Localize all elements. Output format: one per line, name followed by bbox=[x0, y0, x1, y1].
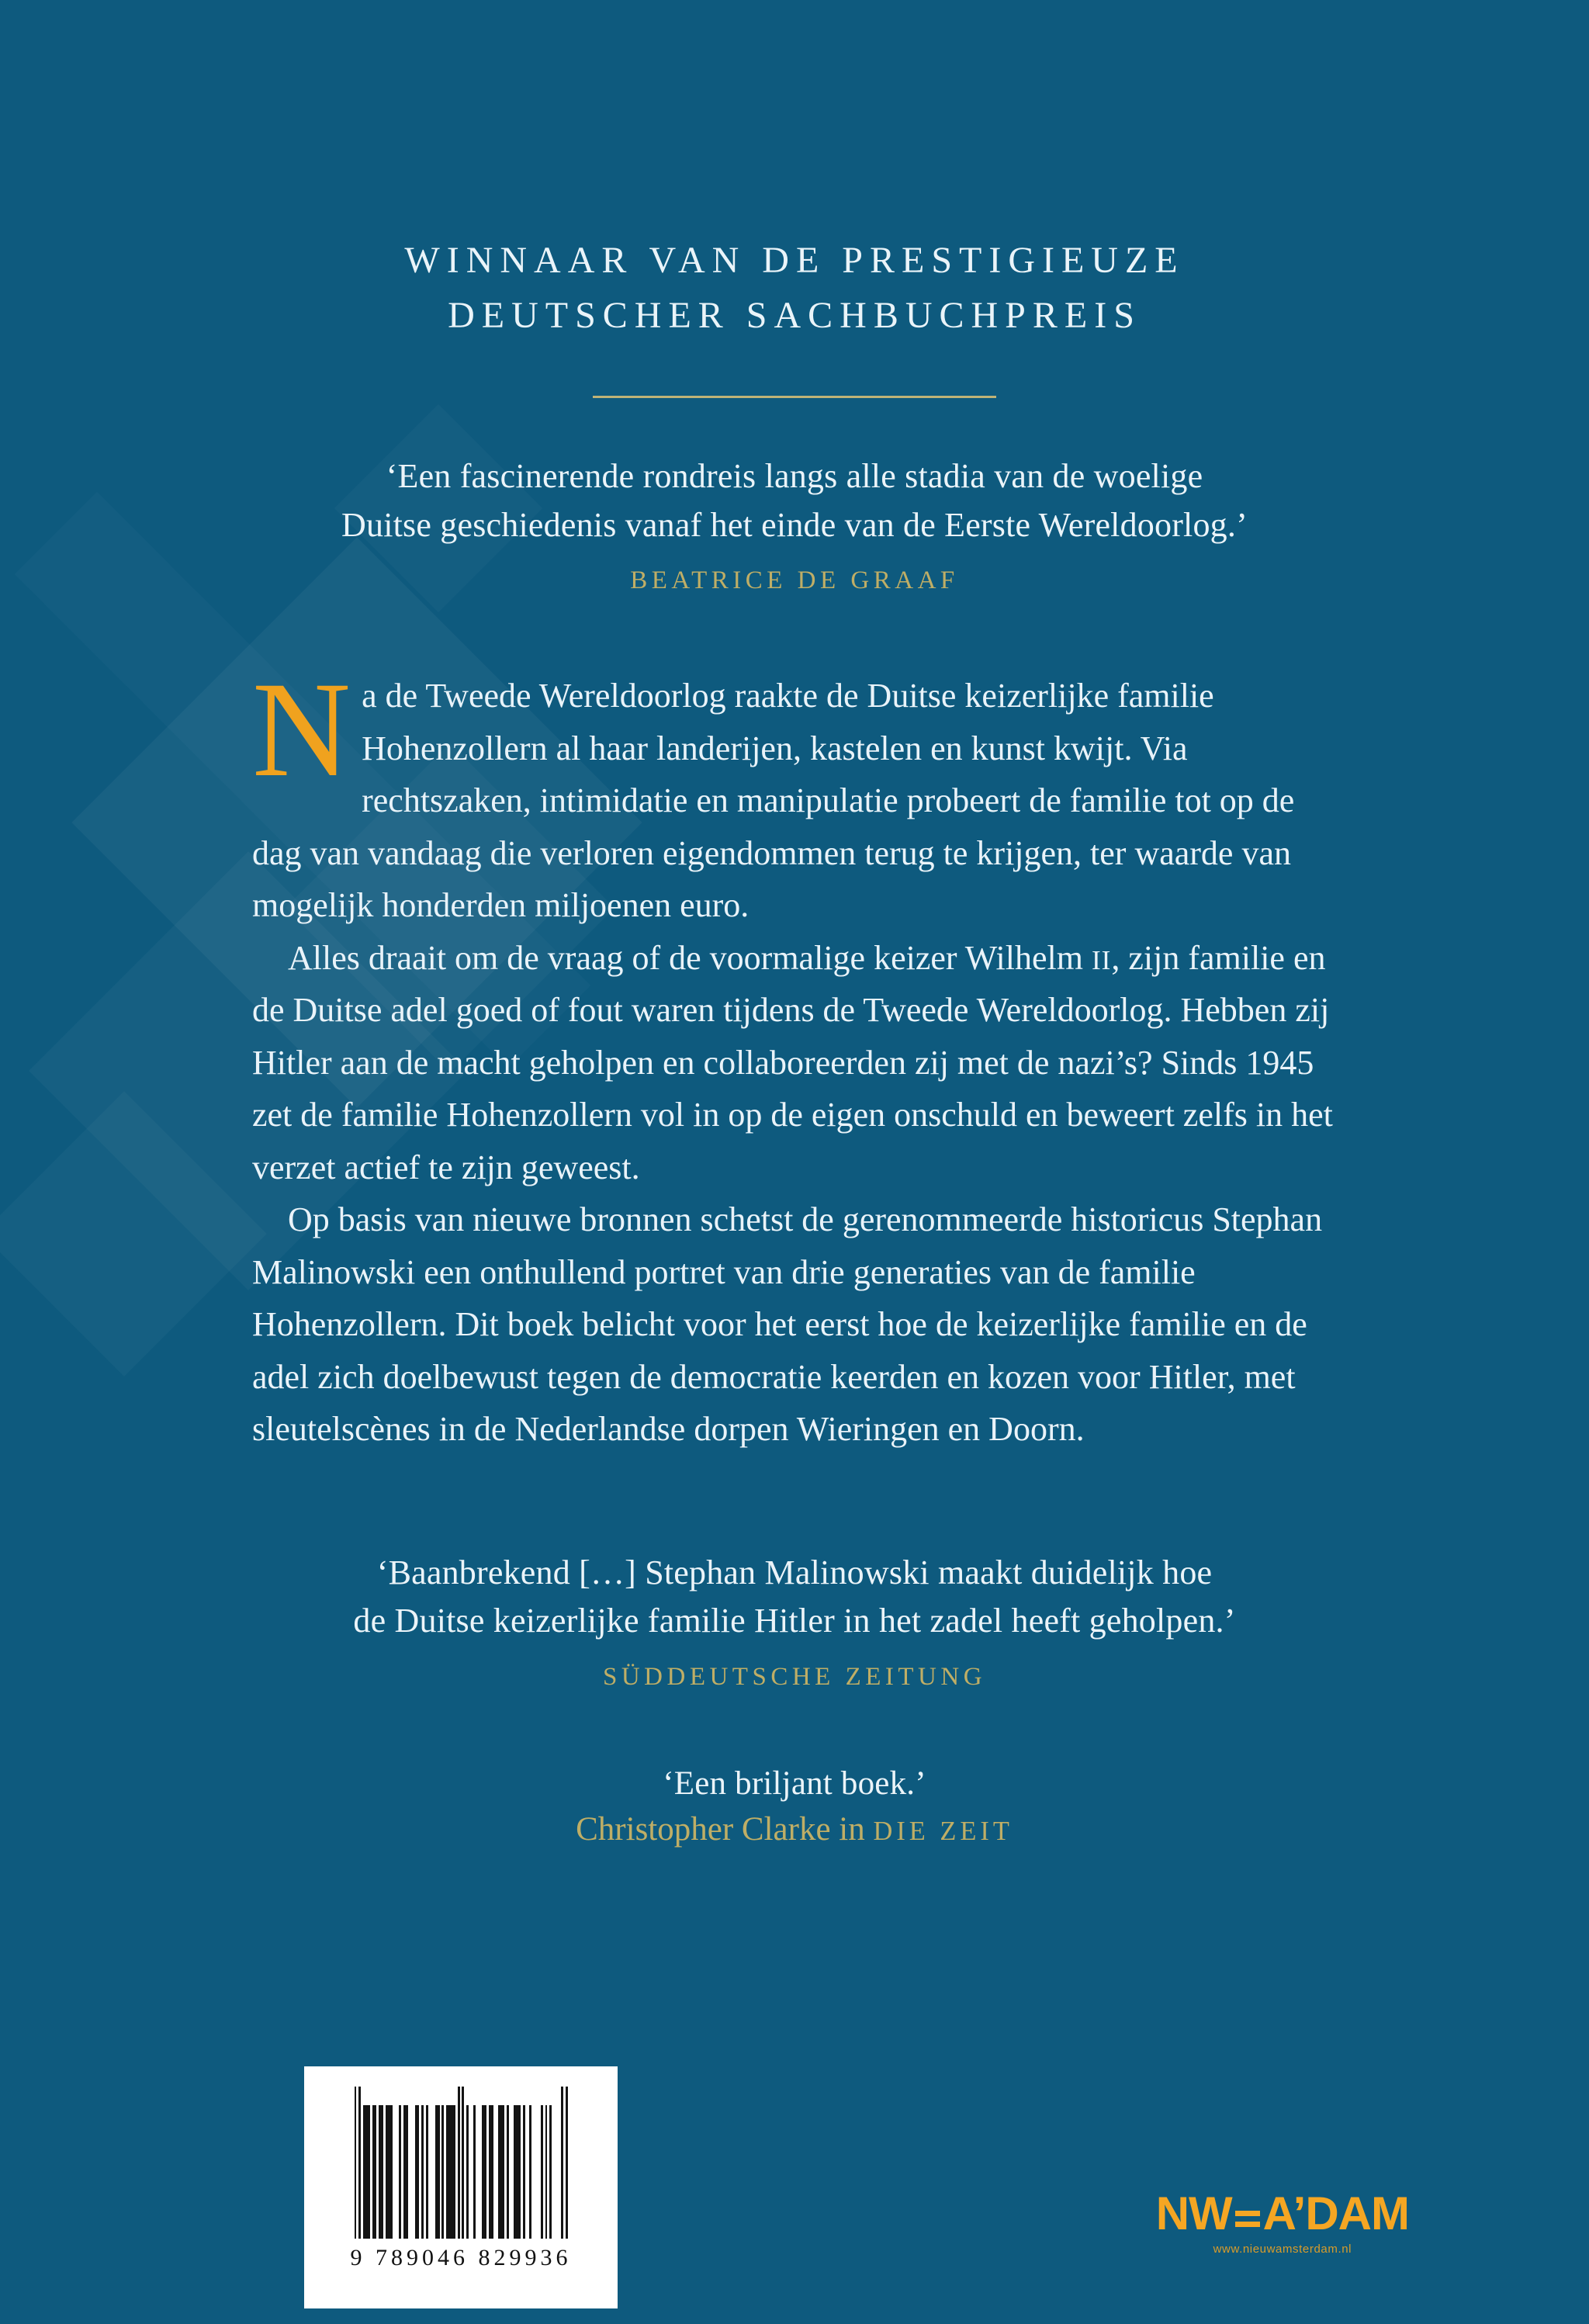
publisher-url: www.nieuwamsterdam.nl bbox=[1213, 2243, 1352, 2256]
mid-quote-attribution: SÜDDEUTSCHE ZEITUNG bbox=[602, 1662, 987, 1691]
mid-quote bbox=[252, 1549, 1337, 1646]
isbn-number: 9 789046 829936 bbox=[350, 2245, 572, 2270]
blurb-paragraph-2 bbox=[252, 932, 1337, 1194]
equals-icon bbox=[1232, 2201, 1263, 2232]
divider bbox=[252, 396, 1337, 398]
award-headline bbox=[252, 0, 1337, 343]
top-quote-attribution: BEATRICE DE GRAAF bbox=[630, 566, 959, 594]
bottom-quote-attribution-name: Christopher Clarke in bbox=[576, 1810, 874, 1848]
top-quote bbox=[252, 452, 1337, 549]
publisher-logo-part1: NW bbox=[1155, 2187, 1232, 2239]
mid-quote-block bbox=[252, 1549, 1337, 1692]
publisher-logo[interactable] bbox=[1155, 2187, 1409, 2256]
top-quote-line1: ‘Een fascinerende rondreis langs alle stadia van de woelige bbox=[386, 457, 1203, 496]
mid-quote-line2: de Duitse keizerlijke familie Hitler in het zadel heeft geholpen.’ bbox=[353, 1602, 1236, 1640]
blurb-paragraph-2-text-b: , zijn familie en de Duitse adel goed of fout waren tijdens de Tweede Wereldoorlog. Hebben zij Hitler aan de macht geholpen en collaboreerden zij met de nazi’s? Sinds 1945 zet de familie Hohenzollern vol in op de eigen onschuld en beweert zelfs in het verzet actief te zijn geweest. bbox=[252, 938, 1333, 1186]
blurb-paragraph-1-text: a de Tweede Wereldoorlog raakte de Duitse keizerlijke familie Hohenzollern al haar landerijen, kastelen en kunst kwijt. Via rechtszaken, intimidatie en manipulatie probeert de familie tot op de dag van vandaag die verloren eigendommen terug te krijgen, ter waarde van mogelijk honderden miljoenen euro. bbox=[252, 677, 1295, 925]
top-quote-line2: Duitse geschiedenis vanaf het einde van de Eerste Wereldoorlog.’ bbox=[341, 505, 1248, 544]
drop-cap-n: N bbox=[252, 654, 351, 805]
top-quote-block bbox=[252, 452, 1337, 595]
award-headline-line1: WINNAAR VAN DE PRESTIGIEUZE bbox=[404, 240, 1185, 281]
blurb-paragraph-1 bbox=[252, 654, 1337, 932]
blurb-paragraph-3: Op basis van nieuwe bronnen schetst de gerenommeerde historicus Stephan Malinowski een onthullend portret van drie generaties van de familie Hohenzollern. Dit boek belicht voor het eerst hoe de keizerlijke familie en de adel zich doelbewust tegen de democratie keerden en kozen voor Hitler, met sleutelscènes in de Nederlandse dorpen Wieringen en Doorn. bbox=[252, 1200, 1323, 1449]
bottom-quote-line1: ‘Een briljant boek.’ bbox=[663, 1765, 926, 1802]
barcode-bars bbox=[355, 2087, 568, 2239]
blurb-text bbox=[252, 654, 1337, 1456]
bottom-quote bbox=[252, 1760, 1337, 1807]
bottom-quote-attribution-source: DIE ZEIT bbox=[873, 1816, 1013, 1846]
bottom-quote-block bbox=[252, 1760, 1337, 1848]
bottom-quote-attribution bbox=[252, 1810, 1337, 1848]
cover-footer bbox=[0, 2045, 1589, 2324]
divider-rule bbox=[593, 396, 996, 398]
publisher-logo-wordmark bbox=[1155, 2187, 1409, 2239]
isbn-barcode bbox=[304, 2066, 618, 2308]
mid-quote-line1: ‘Baanbrekend […] Stephan Malinowski maakt duidelijk hoe bbox=[376, 1553, 1213, 1591]
blurb-paragraph-2-text-a: Alles draait om de vraag of de voormalige keizer Wilhelm bbox=[288, 938, 1092, 977]
publisher-logo-part2: A’DAM bbox=[1262, 2187, 1409, 2239]
award-headline-line2: DEUTSCHER SACHBUCHPREIS bbox=[448, 295, 1141, 337]
wilhelm-numeral: II bbox=[1091, 944, 1112, 975]
